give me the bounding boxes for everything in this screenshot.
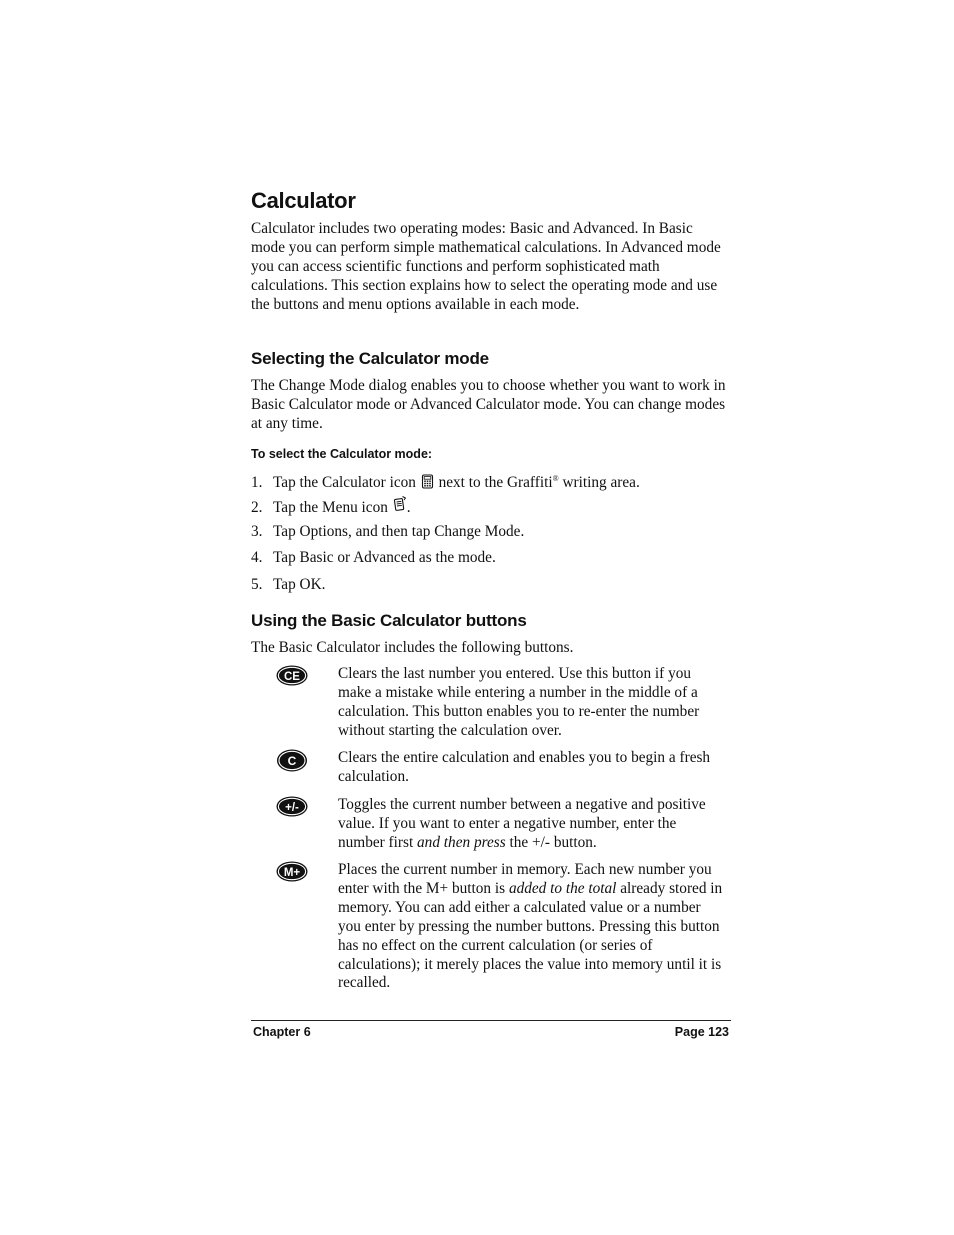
- section-heading-basic-buttons: Using the Basic Calculator buttons: [251, 611, 527, 630]
- list-item-step-1: [251, 470, 731, 493]
- step-text-mid: next to the Graffiti: [438, 474, 553, 492]
- list-item-step-3: [251, 523, 731, 542]
- description-text: Toggles the current number between a negative and positive value. If you want to enter a negative number, enter the number first: [338, 796, 706, 851]
- plus-minus-button-icon: [276, 796, 308, 817]
- step-number: 4.: [251, 549, 263, 566]
- step-number: 3.: [251, 523, 263, 540]
- footer-page-number: Page 123: [674, 1025, 729, 1039]
- procedure-heading: To select the Calculator mode:: [251, 447, 433, 461]
- description-emphasis: added to the total: [508, 879, 617, 897]
- ce-icon-label: CE: [284, 671, 300, 683]
- section1-paragraph: The Change Mode dialog enables you to choose whether you want to work in Basic Calculator mode or Advanced Calculator mode. You can change modes at any time.: [251, 377, 726, 432]
- intro-paragraph: Calculator includes two operating modes: Basic and Advanced. In Basic mode you can perform simple mathematical calculations. In Advanced mode you can access scientific functions and perform sophisticated math calculations. This section explains how to select the operating mode and use the buttons and menu options available in each mode.: [251, 220, 721, 313]
- step-text: Tap Basic or Advanced as the mode.: [273, 549, 496, 566]
- c-description: Clears the entire calculation and enables you to begin a fresh calculation.: [338, 749, 711, 785]
- ce-button-icon: [276, 665, 308, 686]
- step-text-pre: Tap the Calculator icon: [273, 474, 416, 492]
- step-number: 2.: [251, 499, 263, 516]
- step-text: Tap OK.: [273, 576, 326, 593]
- description-emphasis: and then press: [417, 833, 506, 851]
- menu-icon: [393, 496, 406, 511]
- plus-minus-description: [338, 796, 723, 853]
- footer-rule: [251, 1020, 731, 1021]
- m-plus-description: [338, 861, 723, 993]
- section-heading-selecting-mode: Selecting the Calculator mode: [251, 349, 489, 368]
- m-plus-button-icon: [276, 861, 308, 882]
- plus-minus-icon-label: +/-: [285, 802, 299, 814]
- list-item-step-5: [251, 576, 731, 595]
- step-text: Tap Options, and then tap Change Mode.: [273, 523, 525, 540]
- c-icon-label: C: [287, 754, 297, 768]
- step-number: 5.: [251, 576, 263, 593]
- step-text-pre: Tap the Menu icon: [273, 499, 388, 516]
- page-title: Calculator: [251, 188, 356, 213]
- button-description-ce: [251, 665, 731, 745]
- section2-paragraph: The Basic Calculator includes the following buttons.: [251, 639, 574, 656]
- ce-description: Clears the last number you entered. Use this button if you make a mistake while entering a number in the middle of a calculation. This button enables you to re-enter the number without starting the calculation over.: [338, 665, 700, 739]
- button-description-m-plus: [251, 861, 731, 992]
- calculator-icon: [421, 474, 434, 489]
- m-plus-icon-label: M+: [283, 867, 301, 879]
- c-button-icon: [276, 749, 308, 772]
- footer-chapter: Chapter 6: [253, 1025, 311, 1039]
- list-item-step-4: [251, 549, 731, 568]
- registered-mark: ®: [552, 474, 559, 483]
- step-text-post: .: [406, 499, 411, 516]
- step-text-post: writing area.: [558, 474, 640, 492]
- description-text: Places the current number in memory. Each new number you enter with the M+ button is: [338, 861, 712, 897]
- description-text: the +/- button.: [505, 833, 597, 851]
- step-number: 1.: [251, 474, 263, 492]
- button-description-plus-minus: [251, 796, 731, 856]
- button-description-c: [251, 749, 731, 789]
- description-text: already stored in memory. You can add either a calculated value or a number you enter by pressing the number buttons. Pressing this button has no effect on the current calculation (or series of calculations); it merely places the value into memory until it is recalled.: [338, 879, 723, 992]
- list-item-step-2: [251, 496, 731, 518]
